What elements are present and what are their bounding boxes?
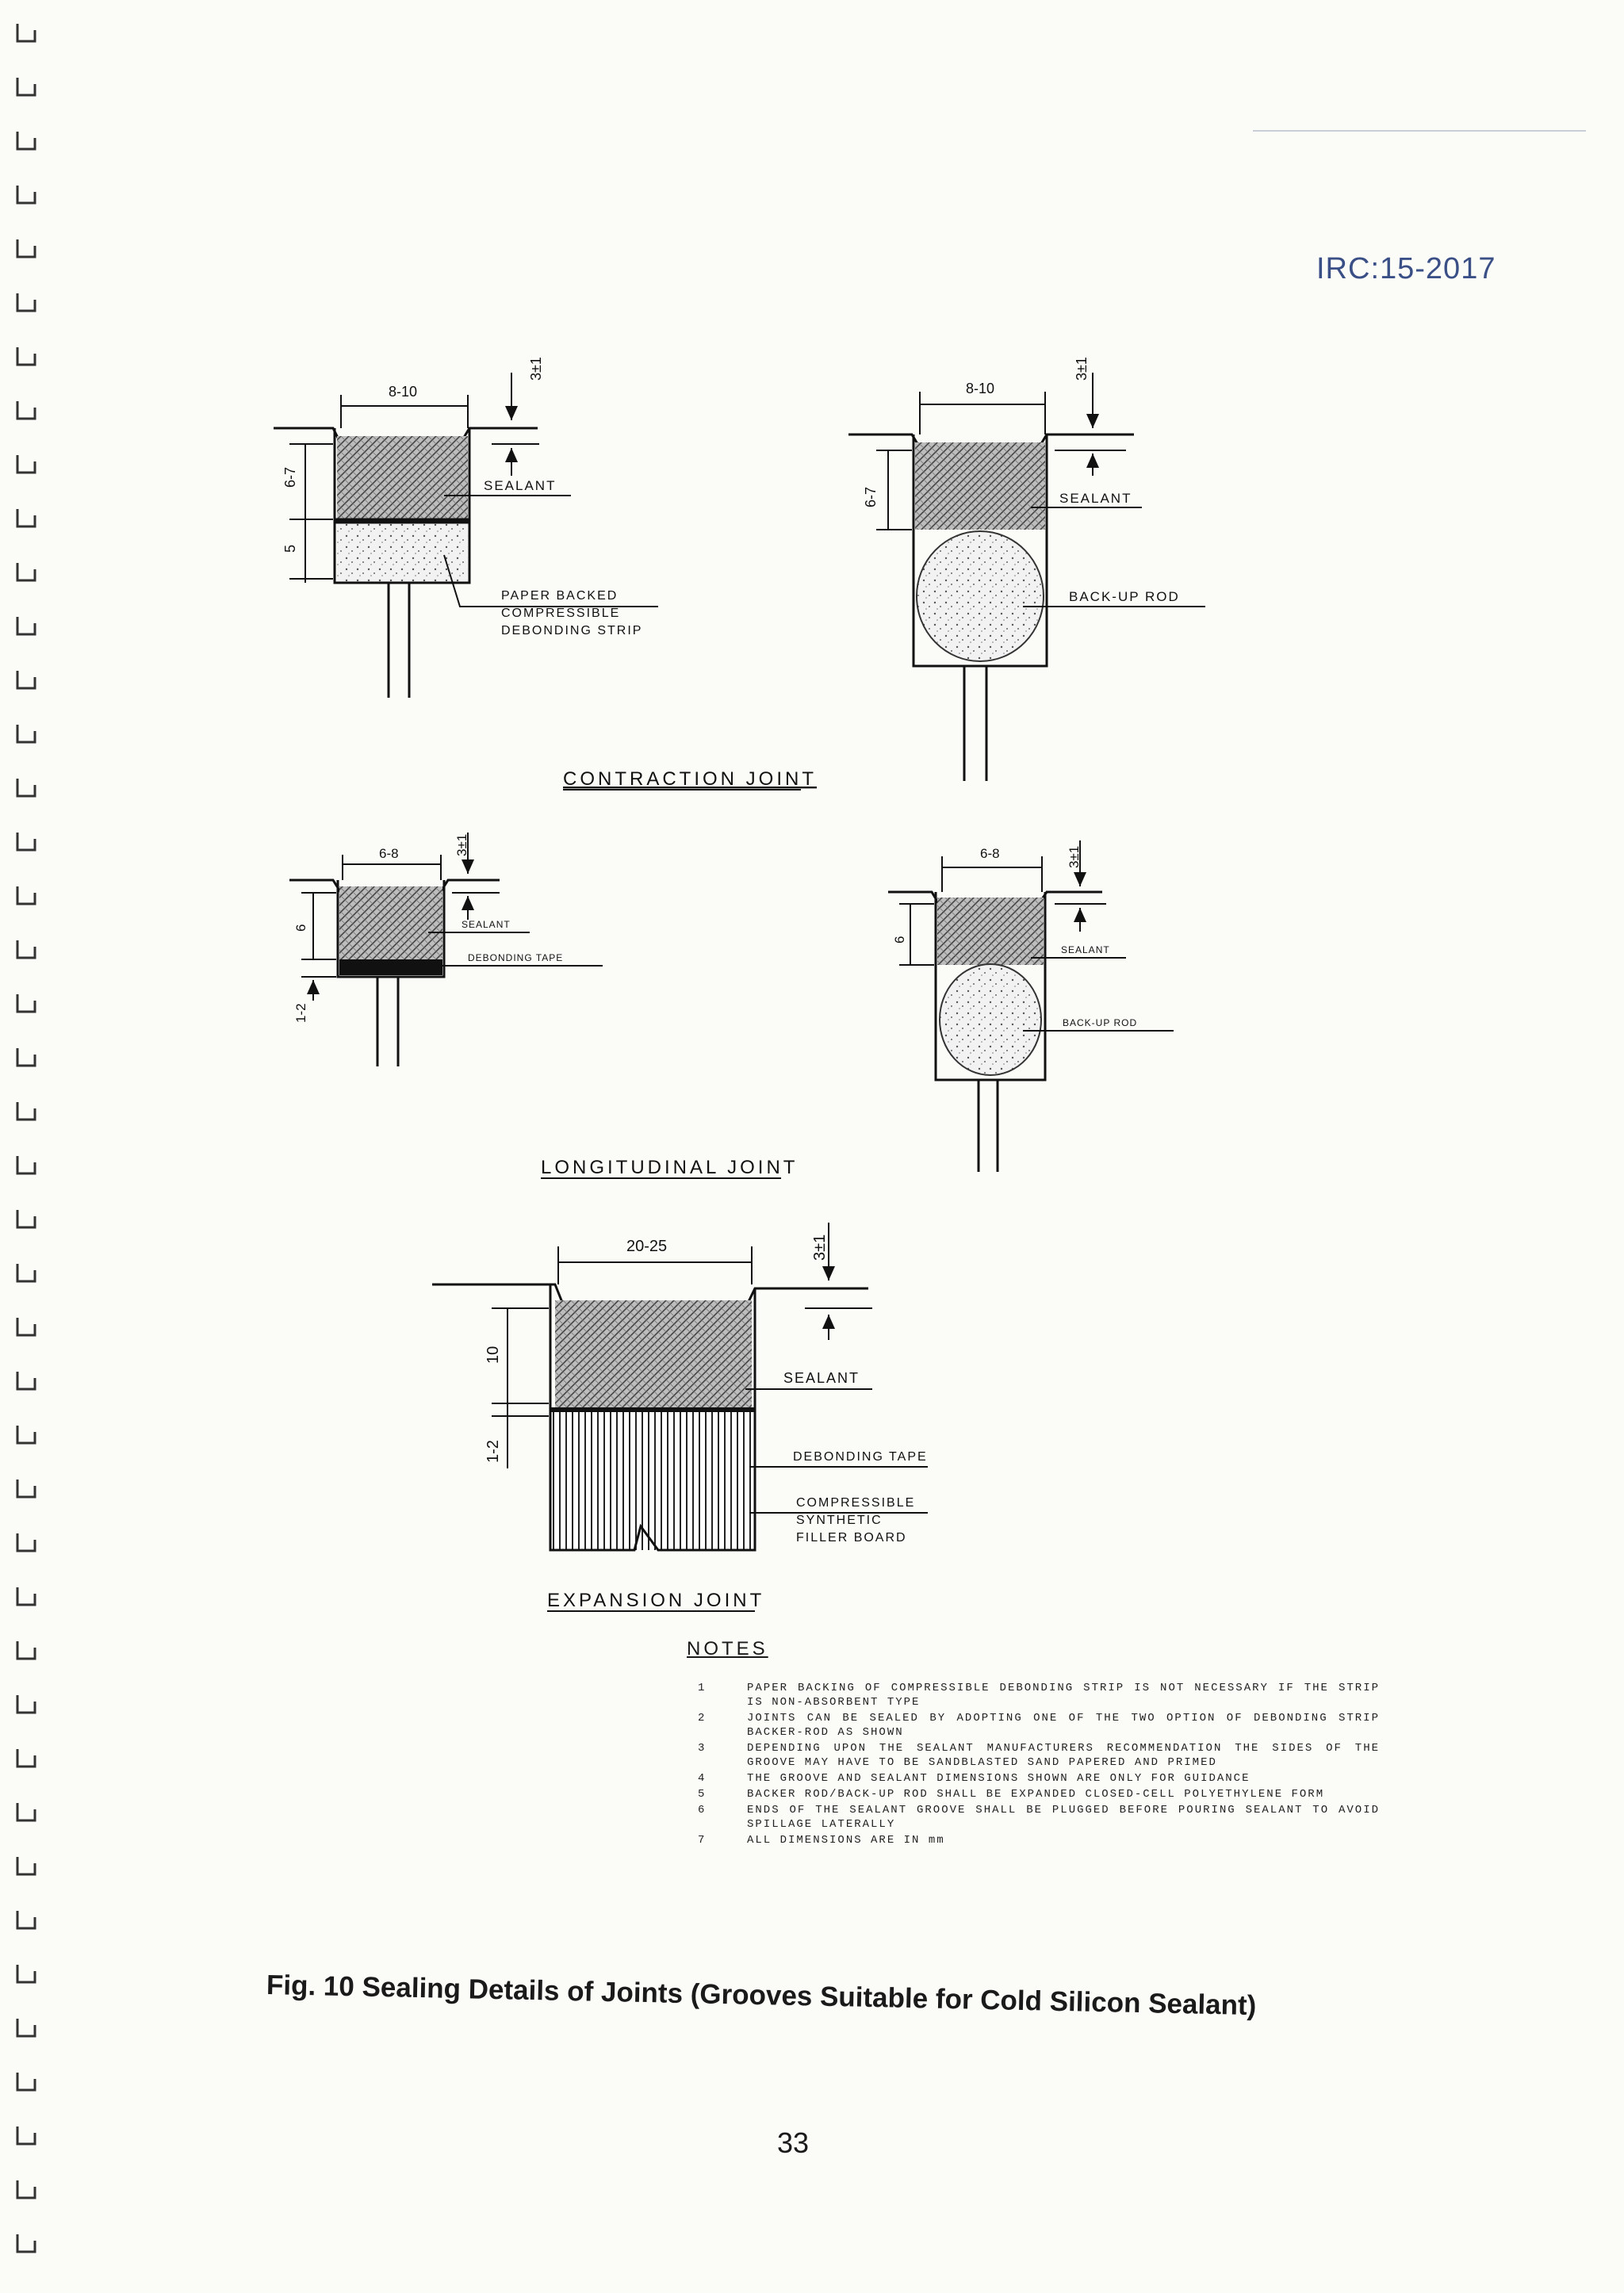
note-item: 6 ENDS OF THE SEALANT GROOVE SHALL BE PLUGGED BEFORE POURING SEALANT TO AVOID SPILLAGE LATERALLY [698,1804,1380,1831]
filler-label: SYNTHETIC [796,1514,883,1527]
notes-list [698,1681,1380,1849]
gap-label: 3±1 [1074,357,1090,381]
rod-label: BACK-UP ROD [1069,589,1180,604]
filler-label: COMPRESSIBLE [796,1496,916,1510]
sealant-label: SEALANT [783,1370,860,1386]
longitudinal-caption: LONGITUDINAL JOINT [541,1157,799,1178]
gap-label: 3±1 [811,1234,829,1261]
strip-label: PAPER BACKED [501,589,619,603]
figure-title: Fig. 10 Sealing Details of Joints (Grooves Suitable for Cold Silicon Sealant) [266,1970,1257,2022]
sealant-label: SEALANT [1061,944,1110,955]
strip-label: COMPRESSIBLE [501,607,621,620]
longitudinal-joint-rod-diagram [888,840,1174,1172]
contraction-caption: CONTRACTION JOINT [563,768,817,790]
sealant-label: SEALANT [484,478,557,493]
note-item: 1 PAPER BACKING OF COMPRESSIBLE DEBONDING STRIP IS NOT NECESSARY IF THE STRIP IS NON-ABSORBENT TYPE [698,1682,1380,1709]
strip-label: DEBONDING STRIP [501,624,643,637]
bottom-label: 1-2 [485,1440,502,1463]
note-item: 3 DEPENDING UPON THE SEALANT MANUFACTURERS RECOMMENDATION THE SIDES OF THE GROOVE MAY HAVE TO BE SANDBLASTED SAND PAPERED AND PRIMED [698,1742,1380,1769]
rod-label: BACK-UP ROD [1063,1017,1138,1028]
note-item: 4 THE GROOVE AND SEALANT DIMENSIONS SHOWN ARE ONLY FOR GUIDANCE [698,1772,1251,1785]
width-label: 6-8 [980,846,1000,861]
width-label: 8-10 [966,381,995,396]
depth-label: 5 [282,544,298,553]
note-item: 5 BACKER ROD/BACK-UP ROD SHALL BE EXPANDED CLOSED-CELL POLYETHYLENE FORM [698,1788,1325,1801]
gap-label: 3±1 [454,833,469,856]
gap-label: 3±1 [528,357,544,381]
depth-label: 6-7 [863,486,879,507]
bottom-label: 1-2 [293,1003,308,1023]
notes-heading: NOTES [687,1638,768,1659]
longitudinal-joint-tape-diagram [289,833,603,1066]
contraction-joint-rod-diagram [848,357,1205,781]
expansion-joint-diagram [432,1223,928,1550]
contraction-joint-strip-diagram [274,357,658,698]
filler-label: FILLER BOARD [796,1531,907,1545]
tape-label: DEBONDING TAPE [793,1450,928,1464]
width-label: 8-10 [389,384,418,400]
sealant-label: SEALANT [1059,491,1132,506]
expansion-caption: EXPANSION JOINT [547,1590,765,1611]
note-item: 2 JOINTS CAN BE SEALED BY ADOPTING ONE OF THE TWO OPTION OF DEBONDING STRIP BACKER-ROD AS SHOWN [698,1712,1380,1739]
tape-label: DEBONDING TAPE [468,952,564,963]
depth-label: 6 [892,936,907,944]
gap-label: 3±1 [1067,845,1082,868]
page-number: 33 [777,2126,810,2159]
document-code: IRC:15-2017 [1316,252,1496,285]
depth-label: 10 [485,1346,502,1364]
depth-label: 6-7 [282,466,298,488]
depth-label: 6 [293,924,308,932]
width-label: 6-8 [379,846,399,861]
sealant-label: SEALANT [462,919,511,930]
width-label: 20-25 [626,1238,668,1255]
note-item: 7 ALL DIMENSIONS ARE IN mm [698,1834,945,1847]
